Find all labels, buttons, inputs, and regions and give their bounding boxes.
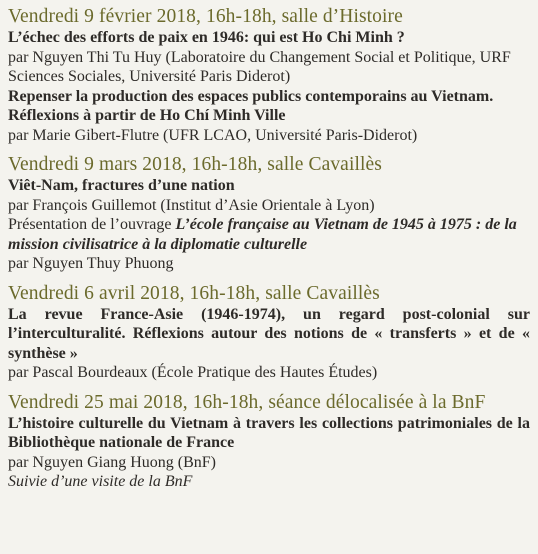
- session-march: [8, 154, 530, 274]
- book-title: L’école française au Vietnam de 1945 à 1975 : de la mission civilisatrice à la diplomatie culturelle: [8, 216, 517, 253]
- book-author: par Nguyen Thuy Phuong: [8, 255, 174, 272]
- session-note: Suivie d’une visite de la BnF: [8, 473, 193, 490]
- session-april: [8, 283, 530, 383]
- talk-title: L’histoire culturelle du Vietnam à travers les collections patrimoniales de la Bibliothèque nationale de France: [8, 414, 530, 451]
- session-heading: Vendredi 25 mai 2018, 16h-18h, séance délocalisée à la BnF: [8, 391, 486, 413]
- talk-speaker: par François Guillemot (Institut d’Asie Orientale à Lyon): [8, 196, 375, 214]
- session-heading: Vendredi 9 mars 2018, 16h-18h, salle Cavaillès: [8, 154, 382, 175]
- talk-speaker: par Nguyen Giang Huong (BnF): [8, 453, 216, 471]
- session-february: [8, 6, 530, 145]
- session-may: [8, 392, 530, 492]
- talk-speaker: par Marie Gibert-Flutre (UFR LCAO, Université Paris-Diderot): [8, 126, 418, 144]
- talk-speaker: par Nguyen Thi Tu Huy (Laboratoire du Changement Social et Politique, URF Sciences Sociales, Université Paris Diderot): [8, 48, 511, 85]
- talk-title: Viêt-Nam, fractures d’une nation: [8, 177, 235, 194]
- presentation-prefix: Présentation de l’ouvrage: [8, 216, 176, 233]
- talk-title: L’échec des efforts de paix en 1946: qui est Ho Chi Minh ?: [8, 29, 405, 46]
- book-presentation: [8, 215, 530, 254]
- session-heading: Vendredi 9 février 2018, 16h-18h, salle d’Histoire: [8, 6, 403, 27]
- talk-title: Repenser la production des espaces publics contemporains au Vietnam. Réflexions à partir de Ho Chí Minh Ville: [8, 87, 494, 124]
- talk-title: La revue France-Asie (1946-1974), un regard post-colonial sur l’interculturalité. Réflexions autour des notions de « transferts » et de « synthèse »: [8, 305, 530, 362]
- talk-speaker: par Pascal Bourdeaux (École Pratique des Hautes Études): [8, 364, 378, 381]
- session-heading: Vendredi 6 avril 2018, 16h-18h, salle Cavaillès: [8, 282, 380, 304]
